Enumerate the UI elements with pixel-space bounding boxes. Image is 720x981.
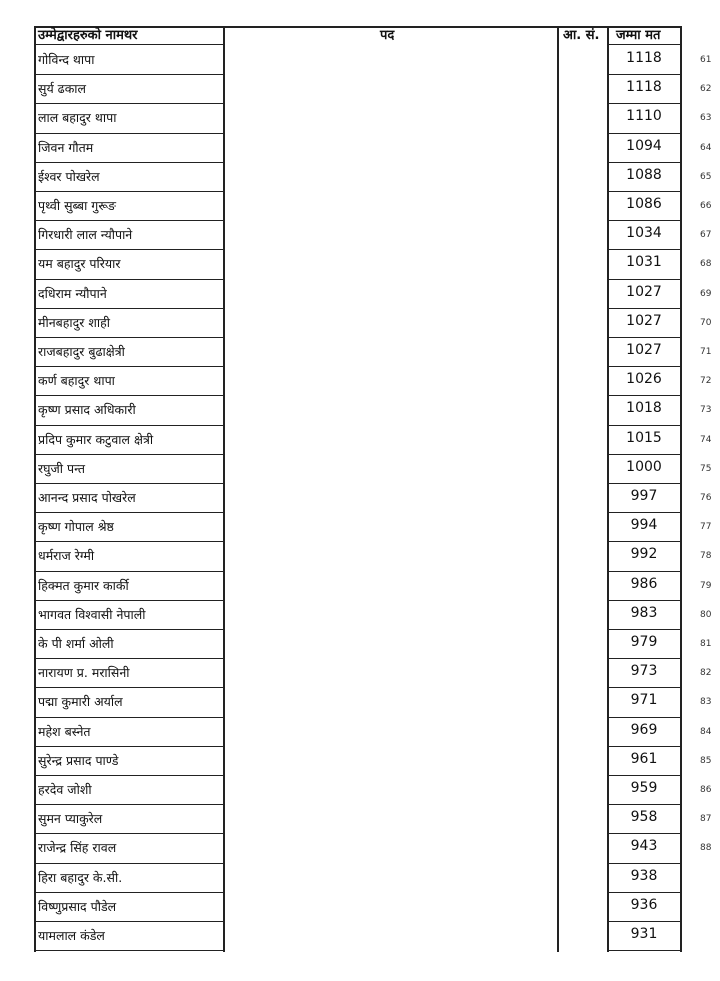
row-divider: [607, 162, 681, 163]
vote-count: 973: [630, 663, 658, 680]
row-divider: [34, 687, 224, 688]
vote-count: 1094: [626, 137, 662, 154]
row-serial-number: 83: [700, 697, 712, 708]
header-votes: जम्मा मत: [616, 28, 661, 43]
column-divider: [557, 26, 559, 952]
row-divider: [34, 308, 224, 309]
row-serial-number: 88: [700, 843, 712, 854]
vote-count: 983: [630, 604, 658, 621]
row-serial-number: 71: [700, 347, 712, 357]
vote-count: 1000: [626, 458, 662, 475]
row-divider: [607, 366, 681, 367]
row-divider: [607, 892, 681, 893]
row-serial-number: 75: [700, 463, 712, 474]
row-divider: [34, 541, 224, 542]
candidate-name: लाल बहादुर थापा: [38, 110, 117, 126]
row-serial-number: 85: [700, 755, 712, 766]
vote-count: 1027: [626, 312, 662, 329]
candidate-name: कृष्ण प्रसाद अधिकारी: [38, 402, 136, 418]
row-divider: [607, 425, 681, 426]
vote-count: 979: [630, 634, 658, 650]
candidate-name: हिक्मत कुमार कार्की: [38, 577, 129, 593]
row-serial-number: 67: [700, 230, 712, 241]
row-serial-number: 69: [700, 288, 712, 299]
row-divider: [34, 833, 224, 834]
row-divider: [34, 863, 224, 864]
row-divider: [607, 658, 681, 659]
candidate-name: जिवन गौतम: [38, 139, 94, 155]
row-divider: [607, 483, 681, 484]
row-divider: [607, 775, 681, 776]
row-divider: [34, 133, 224, 134]
row-serial-number: 70: [700, 317, 712, 328]
row-serial-number: 63: [700, 113, 712, 124]
row-divider: [607, 395, 681, 396]
vote-count: 936: [630, 896, 658, 913]
row-serial-number: 73: [700, 405, 712, 416]
vote-count: 938: [630, 867, 658, 884]
row-divider: [607, 863, 681, 864]
vote-count: 992: [630, 546, 658, 563]
row-serial-number: 65: [700, 171, 712, 182]
row-divider: [607, 541, 681, 542]
candidate-name: भागवत विश्वासी नेपाली: [38, 606, 146, 622]
vote-count: 971: [630, 692, 658, 709]
row-divider: [34, 775, 224, 776]
vote-count: 1026: [626, 371, 662, 388]
row-serial-number: 66: [700, 201, 712, 211]
row-divider: [34, 892, 224, 893]
candidate-name: गोविन्द थापा: [38, 52, 95, 67]
column-divider: [223, 26, 225, 952]
row-divider: [34, 279, 224, 280]
row-serial-number: 77: [700, 522, 712, 533]
candidate-name: हरदेव जोशी: [38, 782, 92, 797]
candidate-name: गिरधारी लाल न्यौपाने: [38, 227, 133, 243]
row-serial-number: 79: [700, 580, 712, 591]
row-divider: [34, 249, 224, 250]
candidate-name: विष्णुप्रसाद पौडेल: [38, 898, 117, 914]
header-underline: [34, 44, 224, 45]
candidate-name: मीनबहादुर शाही: [38, 314, 110, 330]
candidate-name: ईश्वर पोखरेल: [38, 168, 100, 184]
row-divider: [34, 366, 224, 367]
candidate-name: प्रदिप कुमार कटुवाल क्षेत्री: [38, 431, 154, 447]
row-divider: [34, 746, 224, 747]
row-divider: [34, 191, 224, 192]
header-underline: [607, 44, 681, 45]
candidate-name: नारायण प्र. मरासिनी: [38, 665, 130, 681]
row-divider: [34, 600, 224, 601]
vote-count: 959: [630, 780, 658, 796]
row-divider: [607, 512, 681, 513]
row-serial-number: 76: [700, 493, 712, 503]
vote-count: 943: [630, 838, 658, 855]
candidate-name: दधिराम न्यौपाने: [38, 285, 107, 301]
row-divider: [34, 220, 224, 221]
candidate-name: के पी शर्मा ओली: [38, 636, 114, 651]
column-divider: [34, 26, 36, 952]
row-divider: [34, 629, 224, 630]
row-serial-number: 72: [700, 376, 712, 387]
header-serial: आ. सं.: [563, 28, 600, 43]
row-divider: [34, 74, 224, 75]
row-divider: [34, 483, 224, 484]
candidate-name: हिरा बहादुर के.सी.: [38, 869, 123, 885]
vote-count: 1018: [626, 400, 662, 417]
vote-count: 997: [630, 488, 658, 504]
vote-count: 969: [630, 721, 658, 738]
row-divider: [607, 687, 681, 688]
vote-count: 1027: [626, 283, 662, 300]
row-serial-number: 84: [700, 726, 712, 737]
row-divider: [607, 600, 681, 601]
row-divider: [607, 74, 681, 75]
candidate-name: सुर्य ढकाल: [38, 81, 87, 97]
vote-count: 1027: [626, 342, 662, 358]
candidate-name: पद्मा कुमारी अर्याल: [38, 694, 123, 710]
row-divider: [34, 921, 224, 922]
row-divider: [607, 804, 681, 805]
row-serial-number: 81: [700, 639, 712, 649]
row-divider: [607, 103, 681, 104]
column-divider: [680, 26, 682, 952]
vote-count: 1086: [626, 196, 662, 212]
vote-count: 1118: [626, 79, 662, 96]
row-divider: [34, 395, 224, 396]
candidate-name: धर्मराज रेग्मी: [38, 548, 95, 564]
row-serial-number: 74: [700, 434, 712, 445]
vote-count: 1088: [626, 166, 662, 183]
row-divider: [607, 717, 681, 718]
row-divider: [34, 454, 224, 455]
row-divider: [607, 571, 681, 572]
candidate-name: आनन्द प्रसाद पोखरेल: [38, 490, 136, 505]
vote-count: 986: [630, 575, 658, 592]
row-divider: [607, 191, 681, 192]
row-serial-number: 82: [700, 668, 712, 679]
vote-count: 961: [630, 750, 658, 767]
candidate-name: यम बहादुर परियार: [38, 256, 121, 272]
row-divider: [34, 425, 224, 426]
row-divider: [607, 337, 681, 338]
row-serial-number: 64: [700, 142, 712, 153]
row-divider: [607, 746, 681, 747]
row-serial-number: 68: [700, 259, 712, 270]
row-serial-number: 86: [700, 785, 712, 795]
row-divider: [34, 571, 224, 572]
vote-count: 1118: [626, 50, 662, 66]
row-divider: [34, 103, 224, 104]
row-divider: [34, 717, 224, 718]
row-divider: [34, 337, 224, 338]
row-serial-number: 87: [700, 814, 712, 825]
row-divider: [607, 921, 681, 922]
row-divider: [34, 950, 224, 951]
row-serial-number: 80: [700, 609, 712, 620]
row-divider: [607, 454, 681, 455]
row-divider: [607, 833, 681, 834]
candidate-name: सुमन प्याकुरेल: [38, 811, 103, 827]
row-serial-number: 61: [700, 55, 712, 65]
row-divider: [34, 804, 224, 805]
vote-count: 994: [630, 517, 658, 534]
header-post: पद: [380, 28, 395, 43]
row-serial-number: 62: [700, 84, 712, 95]
row-divider: [607, 249, 681, 250]
candidate-name: महेश बस्नेत: [38, 723, 91, 739]
vote-count: 1034: [626, 225, 662, 242]
row-divider: [34, 512, 224, 513]
vote-count: 1110: [626, 108, 662, 125]
candidate-name: रघुजी पन्त: [38, 460, 86, 476]
candidate-name: कर्ण बहादुर थापा: [38, 373, 115, 389]
candidate-name: सुरेन्द्र प्रसाद पाण्डे: [38, 752, 119, 768]
header-name: उम्मेद्वारहरुको नामथर: [38, 28, 138, 43]
row-divider: [34, 658, 224, 659]
row-serial-number: 78: [700, 551, 712, 562]
vote-count: 931: [630, 926, 658, 942]
row-divider: [607, 279, 681, 280]
vote-count: 1031: [626, 254, 662, 271]
vote-count: 958: [630, 809, 658, 826]
row-divider: [607, 133, 681, 134]
row-divider: [607, 950, 681, 951]
candidate-name: यामलाल कंडेल: [38, 928, 105, 943]
candidate-name: राजेन्द्र सिंह रावल: [38, 840, 117, 856]
candidate-name: कृष्ण गोपाल श्रेष्ठ: [38, 519, 114, 535]
row-divider: [607, 308, 681, 309]
vote-count: 1015: [626, 429, 662, 446]
candidate-name: पृथ्वी सुब्बा गुरूङ: [38, 198, 116, 213]
candidate-name: राजबहादुर बुढाक्षेत्री: [38, 344, 125, 359]
row-divider: [607, 629, 681, 630]
row-divider: [607, 220, 681, 221]
row-divider: [34, 162, 224, 163]
